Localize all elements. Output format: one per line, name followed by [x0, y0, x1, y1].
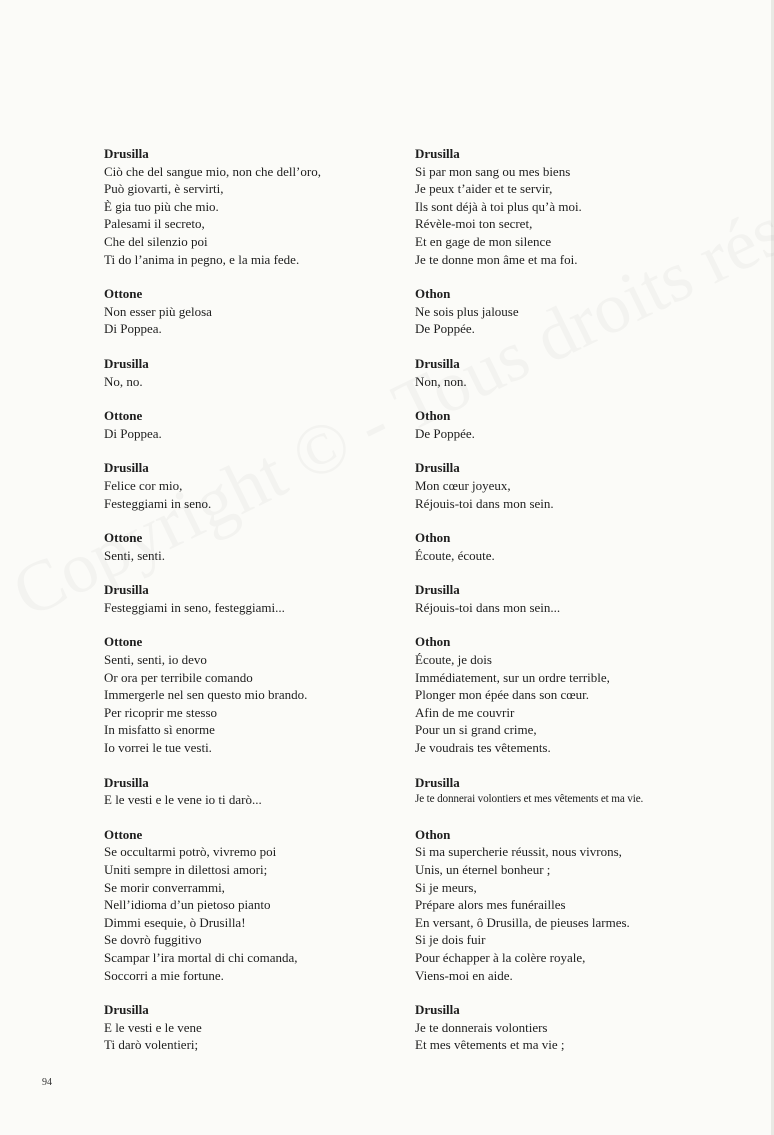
verse-line: È gia tuo più che mio.	[104, 198, 219, 214]
page-number: 94	[42, 1077, 52, 1088]
speaker-name: Othon	[415, 286, 451, 302]
verse-line: Si ma supercherie réussit, nous vivrons,	[415, 844, 622, 860]
dialogue-block	[104, 459, 404, 512]
speaker-name: Ottone	[104, 634, 143, 650]
verse-line: Per ricoprir me stesso	[104, 704, 218, 720]
dialogue-block	[104, 145, 404, 268]
verse-line: Je peux t’aider et te servir,	[415, 181, 553, 197]
verse-line: No, no.	[104, 373, 143, 389]
speaker-name: Drusilla	[104, 1002, 149, 1018]
verse-line: Di Poppea.	[104, 321, 162, 337]
verse-line: Plonger mon épée dans son cœur.	[415, 687, 590, 703]
dialogue-block	[104, 407, 404, 442]
verse-line: Nell’idioma d’un pietoso pianto	[104, 897, 271, 913]
speaker-name: Drusilla	[415, 582, 460, 598]
verse-line: De Poppée.	[415, 425, 475, 441]
verse-line: En versant, ô Drusilla, de pieuses larmes.	[415, 914, 630, 930]
speaker-name: Drusilla	[104, 146, 149, 161]
verse-line: Senti, senti, io devo	[104, 652, 207, 668]
dialogue-block	[104, 285, 404, 338]
dialogue-block	[415, 529, 735, 564]
verse-line: Et mes vêtements et ma vie ;	[415, 1037, 565, 1053]
verse-line: Felice cor mio,	[104, 477, 183, 493]
speaker-name: Drusilla	[415, 355, 460, 371]
speaker-name: Drusilla	[104, 582, 149, 598]
dialogue-block	[415, 285, 735, 338]
speaker-name: Drusilla	[104, 460, 149, 476]
dialogue-block	[104, 774, 404, 809]
verse-line: Ils sont déjà à toi plus qu’à moi.	[415, 198, 582, 214]
dialogue-block	[104, 1001, 404, 1054]
verse-line: Io vorrei le tue vesti.	[104, 740, 212, 756]
verse-line: E le vesti e le vene	[104, 1019, 202, 1035]
speaker-name: Ottone	[104, 286, 143, 302]
verse-line: Di Poppea.	[104, 425, 162, 441]
verse-line: Se morir converrammi,	[104, 879, 225, 895]
verse-line: Non, non.	[415, 373, 467, 389]
speaker-name: Drusilla	[415, 1002, 460, 1018]
speaker-name: Ottone	[104, 530, 143, 546]
verse-line: Si par mon sang ou mes biens	[415, 163, 571, 179]
speaker-name: Ottone	[104, 826, 143, 842]
dialogue-block	[415, 1001, 735, 1054]
verse-line: Non esser più gelosa	[104, 303, 212, 319]
verse-line: Prépare alors mes funérailles	[415, 897, 566, 913]
verse-line: Che del silenzio poi	[104, 233, 208, 249]
speaker-name: Drusilla	[104, 355, 149, 371]
verse-line: Je te donnerai volontiers et mes vêtements et ma vie.	[415, 793, 644, 806]
dialogue-block	[104, 355, 404, 390]
verse-line: Senti, senti.	[104, 547, 166, 563]
speaker-name: Drusilla	[415, 774, 460, 790]
verse-line: Uniti sempre in dilettosi amori;	[104, 862, 268, 877]
speaker-name: Drusilla	[104, 774, 149, 790]
speaker-name: Drusilla	[415, 460, 460, 476]
verse-line: Écoute, écoute.	[415, 547, 495, 563]
verse-line: Se occultarmi potrò, vivremo poi	[104, 844, 277, 860]
verse-line: Mon cœur joyeux,	[415, 477, 511, 493]
speaker-name: Drusilla	[415, 146, 460, 161]
speaker-name: Othon	[415, 826, 451, 842]
speaker-name: Othon	[415, 530, 451, 546]
dialogue-block	[104, 581, 404, 616]
verse-line: Si je dois fuir	[415, 932, 486, 948]
verse-line: Je te donne mon âme et ma foi.	[415, 251, 578, 267]
dialogue-block	[104, 633, 404, 756]
verse-line: Se dovrò fuggitivo	[104, 932, 202, 948]
verse-line: Può giovarti, è servirti,	[104, 181, 224, 197]
verse-line: Palesami il secreto,	[104, 216, 205, 232]
verse-line: De Poppée.	[415, 321, 475, 337]
dialogue-block	[415, 581, 735, 616]
verse-line: Ne sois plus jalouse	[415, 303, 519, 319]
verse-line: Ti do l’anima in pegno, e la mia fede.	[104, 251, 300, 267]
verse-line: Et en gage de mon silence	[415, 233, 552, 249]
italian-libretto-column	[104, 145, 404, 1071]
speaker-name: Othon	[415, 634, 451, 650]
french-translation-column	[415, 145, 735, 1071]
verse-line: E le vesti e le vene io ti darò...	[104, 792, 262, 808]
verse-line: Festeggiami in seno, festeggiami...	[104, 599, 285, 615]
dialogue-block	[415, 459, 735, 512]
speaker-name: Ottone	[104, 408, 143, 424]
verse-line: Festeggiami in seno.	[104, 495, 212, 511]
verse-line: Scampar l’ira mortal di chi comanda,	[104, 949, 298, 965]
verse-line: Soccorri a mie fortune.	[104, 967, 224, 983]
dialogue-block	[415, 633, 735, 756]
verse-line: Si je meurs,	[415, 879, 477, 895]
dialogue-block	[415, 407, 735, 442]
dialogue-block	[415, 355, 735, 390]
dialogue-block	[415, 826, 735, 984]
verse-line: Immédiatement, sur un ordre terrible,	[415, 669, 610, 685]
verse-line: Pour échapper à la colère royale,	[415, 949, 586, 965]
dialogue-block	[104, 826, 404, 984]
speaker-name: Othon	[415, 408, 451, 424]
verse-line: Pour un si grand crime,	[415, 722, 537, 738]
verse-line: Réjouis-toi dans mon sein.	[415, 495, 554, 511]
verse-line: Réjouis-toi dans mon sein...	[415, 599, 561, 615]
verse-line: Afin de me couvrir	[415, 704, 515, 720]
verse-line: Révèle-moi ton secret,	[415, 216, 533, 232]
dialogue-block	[104, 529, 404, 564]
verse-line: Ciò che del sangue mio, non che dell’oro,	[104, 163, 321, 179]
dialogue-block	[415, 145, 735, 268]
verse-line: Dimmi esequie, ò Drusilla!	[104, 914, 246, 930]
verse-line: Immergerle nel sen questo mio brando.	[104, 687, 308, 703]
verse-line: Ti darò volentieri;	[104, 1037, 199, 1053]
verse-line: Je voudrais tes vêtements.	[415, 740, 551, 756]
verse-line: Unis, un éternel bonheur ;	[415, 862, 551, 877]
verse-line: Écoute, je dois	[415, 652, 492, 668]
verse-line: Viens-moi en aide.	[415, 967, 513, 983]
verse-line: Je te donnerais volontiers	[415, 1019, 548, 1035]
verse-line: In misfatto sì enorme	[104, 722, 215, 738]
dialogue-block	[415, 774, 735, 809]
verse-line: Or ora per terribile comando	[104, 669, 253, 685]
